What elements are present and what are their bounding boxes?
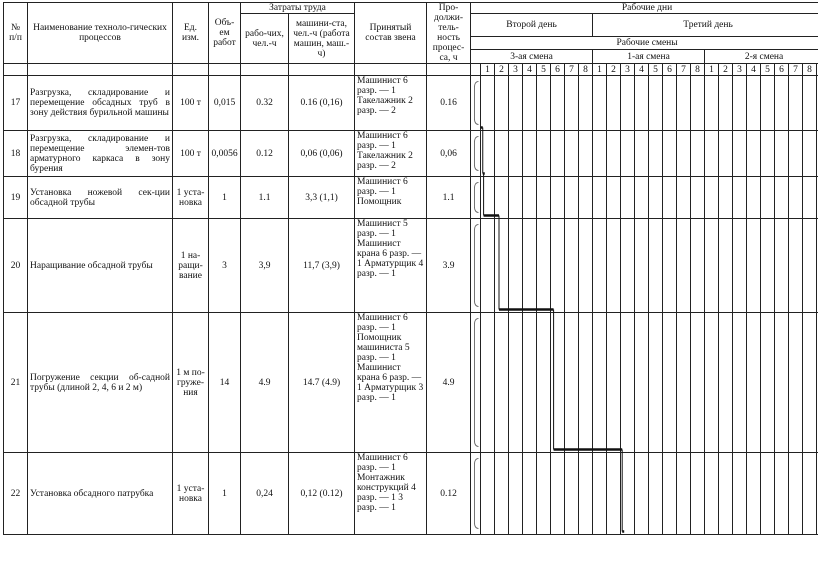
gantt-cell (761, 219, 775, 313)
hour-cell: 6 (775, 64, 789, 76)
hour-cell: 4 (747, 64, 761, 76)
hour-cell: 6 (663, 64, 677, 76)
gantt-cell (551, 76, 565, 131)
gantt-cell (621, 453, 635, 535)
gantt-cell (803, 313, 817, 453)
gantt-cell (495, 76, 509, 131)
gantt-cell (481, 177, 495, 219)
gantt-cell (761, 313, 775, 453)
gantt-cell (593, 453, 607, 535)
hour-cell: 5 (537, 64, 551, 76)
gantt-cell (649, 76, 663, 131)
gantt-cell (775, 313, 789, 453)
gantt-cell (621, 177, 635, 219)
gantt-cell (509, 313, 523, 453)
gantt-cell (551, 453, 565, 535)
gantt-cell (733, 453, 747, 535)
hour-cell: 1 (593, 64, 607, 76)
gantt-cell (803, 177, 817, 219)
process-number: 22 (4, 453, 28, 535)
gantt-cell (593, 219, 607, 313)
gantt-cell (579, 177, 593, 219)
gantt-cell (803, 76, 817, 131)
gantt-cell (663, 177, 677, 219)
gantt-cell (761, 131, 775, 177)
process-unit: 1 уста-новка (173, 177, 209, 219)
crew-composition: Машинист 5 разр. — 1 Машинист крана 6 разр. — 1 Арматурщик 4 разр. — 1 (355, 219, 427, 313)
gantt-cell (523, 453, 537, 535)
crew-composition: Машинист 6 разр. — 1 Помощник (355, 177, 427, 219)
header-work-shifts: Рабочие смены (471, 36, 818, 50)
gantt-cell (607, 131, 621, 177)
gantt-cell (481, 219, 495, 313)
gantt-cell (593, 76, 607, 131)
gantt-cell (677, 177, 691, 219)
gantt-cell (775, 177, 789, 219)
gantt-cell (789, 177, 803, 219)
header-shift-2: 2-я смена (705, 50, 818, 64)
gantt-cell (719, 313, 733, 453)
process-duration: 3.9 (427, 219, 471, 313)
header-labor-machinists: машини-ста, чел.-ч (работа машин, маш.-ч) (289, 14, 355, 64)
gantt-cell (537, 313, 551, 453)
gantt-cell (523, 313, 537, 453)
gantt-cell (663, 131, 677, 177)
gantt-cell (495, 219, 509, 313)
header-shift-1: 1-ая смена (593, 50, 705, 64)
gantt-cell (579, 313, 593, 453)
gantt-cell (649, 177, 663, 219)
gantt-cell (481, 131, 495, 177)
gantt-cell (747, 177, 761, 219)
gantt-cell (537, 76, 551, 131)
process-row (4, 453, 818, 535)
gantt-cell (523, 219, 537, 313)
gantt-cell (775, 131, 789, 177)
labor-workers: 4.9 (241, 313, 289, 453)
process-name: Наращивание обсадной трубы (28, 219, 173, 313)
gantt-cell (607, 219, 621, 313)
hour-cell: 3 (509, 64, 523, 76)
gantt-cell (649, 131, 663, 177)
hour-cell: 3 (733, 64, 747, 76)
process-unit: 100 т (173, 76, 209, 131)
gantt-cell (663, 219, 677, 313)
gantt-cell (523, 177, 537, 219)
process-name: Погружение секции об-садной трубы (длиной 2, 4, 6 и 2 м) (28, 313, 173, 453)
gantt-cell (719, 76, 733, 131)
gantt-cell (579, 453, 593, 535)
gantt-cell (747, 219, 761, 313)
gantt-cell (691, 131, 705, 177)
gantt-cell (523, 76, 537, 131)
gantt-cell (649, 453, 663, 535)
hour-cell: 1 (705, 64, 719, 76)
gantt-cell (509, 131, 523, 177)
gantt-cell (789, 76, 803, 131)
process-row (4, 76, 818, 131)
hour-cell: 1 (481, 64, 495, 76)
process-number: 18 (4, 131, 28, 177)
hour-cell: 5 (761, 64, 775, 76)
gantt-cell (621, 313, 635, 453)
process-row (4, 313, 818, 453)
gantt-cell (537, 453, 551, 535)
gantt-cell (747, 453, 761, 535)
header-work-days: Рабочие дни (471, 3, 818, 14)
labor-workers: 1.1 (241, 177, 289, 219)
process-name: Установка ножевой сек-ции обсадной трубы (28, 177, 173, 219)
gantt-cell (663, 313, 677, 453)
process-duration: 0.16 (427, 76, 471, 131)
hour-cell: 3 (621, 64, 635, 76)
gantt-cell (471, 219, 481, 313)
gantt-cell (705, 313, 719, 453)
gantt-cell (719, 177, 733, 219)
gantt-cell (663, 453, 677, 535)
gantt-cell (565, 76, 579, 131)
gantt-cell (803, 131, 817, 177)
gantt-cell (719, 453, 733, 535)
gantt-cell (579, 131, 593, 177)
labor-machinists: 11,7 (3,9) (289, 219, 355, 313)
header-num: № п/п (4, 3, 28, 64)
hour-cell: 2 (495, 64, 509, 76)
labor-workers: 3,9 (241, 219, 289, 313)
gantt-cell (649, 313, 663, 453)
gantt-cell (705, 453, 719, 535)
gantt-cell (509, 76, 523, 131)
gantt-cell (691, 76, 705, 131)
gantt-cell (691, 219, 705, 313)
gantt-cell (481, 313, 495, 453)
process-unit: 1 м по-груже-ния (173, 313, 209, 453)
gantt-cell (621, 76, 635, 131)
header-process-name: Наименование техноло-гических процессов (28, 3, 173, 64)
gantt-cell (565, 453, 579, 535)
header-labor: Затраты труда (241, 3, 355, 14)
gantt-cell (761, 453, 775, 535)
labor-machinists: 0,06 (0,06) (289, 131, 355, 177)
process-volume: 14 (209, 313, 241, 453)
header-duration: Про-должи-тель-ность процес-са, ч (427, 3, 471, 64)
hour-cell: 2 (719, 64, 733, 76)
gantt-cell (607, 453, 621, 535)
gantt-cell (481, 453, 495, 535)
gantt-cell (495, 131, 509, 177)
gantt-cell (775, 219, 789, 313)
gantt-cell (481, 76, 495, 131)
gantt-cell (621, 131, 635, 177)
hour-cell: 7 (565, 64, 579, 76)
header-volume: Объ-ем работ (209, 3, 241, 64)
gantt-cell (635, 219, 649, 313)
gantt-cell (509, 177, 523, 219)
gantt-cell (663, 76, 677, 131)
gantt-cell (677, 131, 691, 177)
gantt-cell (733, 219, 747, 313)
gantt-cell (733, 313, 747, 453)
gantt-cell (775, 76, 789, 131)
gantt-cell (635, 131, 649, 177)
hour-cell: 8 (803, 64, 817, 76)
process-row (4, 219, 818, 313)
gantt-cell (733, 131, 747, 177)
gantt-cell (733, 177, 747, 219)
gantt-cell (607, 76, 621, 131)
process-duration: 0,06 (427, 131, 471, 177)
labor-machinists: 0.16 (0,16) (289, 76, 355, 131)
process-unit: 1 на-ращи-вание (173, 219, 209, 313)
hour-cell: 7 (789, 64, 803, 76)
process-unit: 100 т (173, 131, 209, 177)
gantt-cell (635, 313, 649, 453)
gantt-cell (705, 177, 719, 219)
labor-workers: 0.32 (241, 76, 289, 131)
process-number: 21 (4, 313, 28, 453)
gantt-cell (677, 219, 691, 313)
gantt-cell (593, 313, 607, 453)
gantt-cell (747, 131, 761, 177)
gantt-cell (551, 313, 565, 453)
gantt-cell (733, 76, 747, 131)
gantt-cell (789, 219, 803, 313)
gantt-cell (607, 313, 621, 453)
schedule-table (3, 2, 818, 535)
header-labor-workers: рабо-чих, чел.-ч (241, 14, 289, 64)
gantt-cell (537, 177, 551, 219)
hour-cell: 8 (691, 64, 705, 76)
gantt-cell (677, 453, 691, 535)
hour-cell: 2 (607, 64, 621, 76)
gantt-cell (761, 177, 775, 219)
labor-workers: 0.12 (241, 131, 289, 177)
process-name: Разгрузка, складирование и перемещение элемен-тов арматурного каркаса в зону бурения (28, 131, 173, 177)
gantt-cell (523, 131, 537, 177)
gantt-cell (471, 177, 481, 219)
gantt-cell (803, 219, 817, 313)
gantt-cell (719, 131, 733, 177)
gantt-cell (537, 131, 551, 177)
gantt-cell (705, 131, 719, 177)
gantt-cell (607, 177, 621, 219)
gantt-cell (789, 313, 803, 453)
gantt-cell (593, 131, 607, 177)
labor-machinists: 3,3 (1,1) (289, 177, 355, 219)
gantt-cell (677, 313, 691, 453)
process-number: 20 (4, 219, 28, 313)
gantt-cell (705, 219, 719, 313)
gantt-cell (635, 76, 649, 131)
gantt-cell (565, 131, 579, 177)
gantt-cell (565, 313, 579, 453)
gantt-cell (761, 76, 775, 131)
gantt-cell (691, 453, 705, 535)
labor-machinists: 14.7 (4.9) (289, 313, 355, 453)
process-volume: 1 (209, 177, 241, 219)
process-volume: 1 (209, 453, 241, 535)
process-name: Разгрузка, складирование и перемещение обсадных труб в зону действия бурильной машины (28, 76, 173, 131)
gantt-cell (635, 453, 649, 535)
hour-cell: 8 (579, 64, 593, 76)
process-number: 17 (4, 76, 28, 131)
crew-composition: Машинист 6 разр. — 1 Такелажник 2 разр. — 2 (355, 131, 427, 177)
gantt-cell (747, 76, 761, 131)
gantt-cell (579, 219, 593, 313)
gantt-cell (635, 177, 649, 219)
process-volume: 0,015 (209, 76, 241, 131)
crew-composition: Машинист 6 разр. — 1 Такелажник 2 разр. — 2 (355, 76, 427, 131)
gantt-cell (789, 453, 803, 535)
gantt-cell (537, 219, 551, 313)
gantt-cell (509, 453, 523, 535)
hour-cell: 5 (649, 64, 663, 76)
gantt-cell (747, 313, 761, 453)
process-row (4, 177, 818, 219)
crew-composition: Машинист 6 разр. — 1 Помощник машиниста 5 разр. — 1 Машинист крана 6 разр. — 1 Арматурщик 3 разр. — 1 (355, 313, 427, 453)
gantt-cell (803, 453, 817, 535)
hour-cell: 4 (523, 64, 537, 76)
gantt-cell (621, 219, 635, 313)
hour-cell: 6 (551, 64, 565, 76)
header-day-3: Третий день (593, 14, 818, 37)
labor-workers: 0,24 (241, 453, 289, 535)
gantt-cell (471, 313, 481, 453)
gantt-cell (593, 177, 607, 219)
gantt-cell (495, 313, 509, 453)
header-unit: Ед. изм. (173, 3, 209, 64)
process-duration: 4.9 (427, 313, 471, 453)
gantt-cell (775, 453, 789, 535)
process-unit: 1 уста-новка (173, 453, 209, 535)
hour-cell: 7 (677, 64, 691, 76)
header-day-2: Второй день (471, 14, 593, 37)
gantt-cell (705, 76, 719, 131)
process-duration: 0.12 (427, 453, 471, 535)
header-crew: Принятый состав звена (355, 3, 427, 64)
gantt-cell (677, 76, 691, 131)
gantt-cell (551, 177, 565, 219)
gantt-cell (719, 219, 733, 313)
gantt-cell (649, 219, 663, 313)
gantt-cell (471, 131, 481, 177)
process-name: Установка обсадного патрубка (28, 453, 173, 535)
gantt-cell (495, 177, 509, 219)
gantt-cell (565, 177, 579, 219)
process-volume: 3 (209, 219, 241, 313)
hour-spacer (471, 64, 481, 76)
hour-cell: 4 (635, 64, 649, 76)
gantt-cell (471, 453, 481, 535)
gantt-cell (579, 76, 593, 131)
gantt-cell (551, 131, 565, 177)
process-number: 19 (4, 177, 28, 219)
gantt-cell (471, 76, 481, 131)
gantt-cell (691, 313, 705, 453)
labor-machinists: 0,12 (0.12) (289, 453, 355, 535)
gantt-cell (509, 219, 523, 313)
gantt-cell (691, 177, 705, 219)
gantt-cell (495, 453, 509, 535)
process-volume: 0,0056 (209, 131, 241, 177)
gantt-cell (551, 219, 565, 313)
hour-number-row (4, 64, 818, 76)
crew-composition: Машинист 6 разр. — 1 Монтажник конструкций 4 разр. — 1 3 разр. — 1 (355, 453, 427, 535)
gantt-cell (565, 219, 579, 313)
header-shift-3: 3-ая смена (471, 50, 593, 64)
process-duration: 1.1 (427, 177, 471, 219)
process-row (4, 131, 818, 177)
gantt-cell (789, 131, 803, 177)
